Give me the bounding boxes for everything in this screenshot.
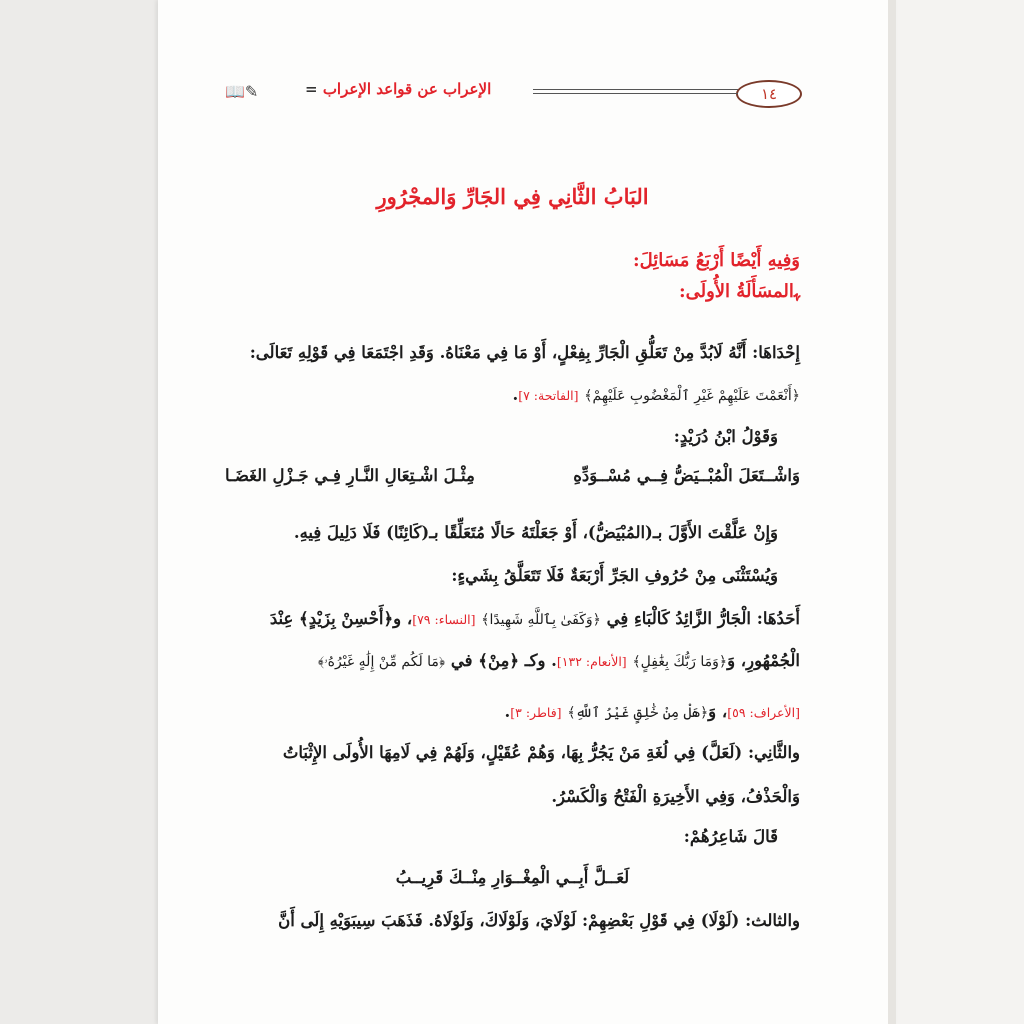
- quran-line: ﴿أَنْعَمْتَ عَلَيْهِمْ غَيْرِ ٱلْمَغْضُوبِ عَلَيْهِمْ﴾ [الفاتحة: ٧].: [512, 385, 800, 404]
- text: ، وَ: [708, 702, 728, 721]
- verse-hemistich-right: وَاشْــتَعَلَ الْمُبْــيَضُّ فِــي مُسْــوَدِّهِ: [573, 466, 800, 485]
- text-line: والثالث: (لَوْلَا) فِي قَوْلِ بَعْضِهِمْ: لَوْلَايَ، وَلَوْلَاكَ، وَلَوْلَاهُ. فَذَهَبَ سِيبَوَيْهِ إِلَى أَنَّ: [278, 911, 800, 930]
- header-rule: [533, 89, 738, 94]
- book-title-text: الإعراب عن قواعد الإعراب: [322, 80, 492, 98]
- quran-ref: [الأنعام: ١٣٢]: [556, 654, 627, 669]
- book-pen-icon: ✎📖: [225, 82, 259, 101]
- poetry-verse: لَعَــلَّ أَبِــي الْمِغْــوَارِ مِنْــكَ قَرِيــبُ: [395, 868, 630, 887]
- text-line: وَيُسْتَثْنَى مِنْ حُرُوفِ الجَرِّ أَرْبَعَةٌ فَلَا تَتَعَلَّقُ بِشَيءٍ:: [451, 566, 778, 585]
- text-line: والثَّانِي: (لَعَلَّ) فِي لُغَةِ مَنْ يَجُرُّ بِهَا، وَهُمْ عُقَيْلٍ، وَلَهُمْ فِي لَامِهَا الأُولَى الإِثْبَاتُ: [282, 743, 800, 762]
- text-line: وَالْحَذْفُ، وَفِي الأَخِيرَةِ الْفَتْحُ وَالْكَسْرُ.: [551, 787, 800, 806]
- quran-ref: [الفاتحة: ٧]: [518, 388, 579, 403]
- poetry-verse: [225, 466, 800, 485]
- running-header: [225, 80, 802, 106]
- quran-quote: ﴿هَلْ مِنْ خَٰلِقٍ غَيْرُ ٱللَّهِ﴾: [567, 705, 709, 721]
- quran-ref: [النساء: ٧٩]: [412, 612, 476, 627]
- verse-hemistich-left: مِثْـلَ اشْـتِعَالِ النَّـارِ فِـي جَـزْلِ الغَضَـا: [225, 466, 475, 485]
- quran-quote: ﴿مَا لَكُم مِّنْ إِلَٰهٍ غَيْرُهُۥ﴾: [317, 654, 446, 670]
- text: ، و﴿أَحْسِنْ بِزَيْدٍ﴾ عِنْدَ: [269, 609, 413, 628]
- quran-ref: [فاطر: ٣]: [510, 705, 562, 720]
- text-line: [225, 609, 800, 628]
- subtitle: وَفِيهِ أَيْضًا أَرْبَعُ مَسَائِلَ:: [632, 250, 800, 271]
- page-number: ١٤: [736, 80, 802, 108]
- issue-marker-icon: ﮩ: [793, 281, 800, 302]
- separator: =: [305, 80, 318, 98]
- issue-title: [225, 281, 800, 302]
- quran-quote: ﴿أَنْعَمْتَ عَلَيْهِمْ غَيْرِ ٱلْمَغْضُوبِ عَلَيْهِمْ﴾: [584, 388, 800, 404]
- quran-quote: ﴿وَكَفَىٰ بِٱللَّهِ شَهِيدًا﴾: [481, 612, 601, 628]
- text: أَحَدُهَا: الْجَارُّ الزَّائِدُ كَالْبَاءِ فِي: [606, 609, 800, 628]
- page-stack-edge: [896, 0, 1024, 1024]
- text-line: وَقَوْلُ ابْنُ دُرَيْدٍ:: [673, 427, 778, 446]
- quran-ref: [الأعراف: ٥٩]: [727, 705, 800, 720]
- text-line: إِحْدَاهَا: أَنَّهُ لَابُدَّ مِنْ تَعَلُّقِ الْجَارِّ بِفِعْلٍ، أَوْ مَا فِي مَعْنَاهُ. وَقَدِ اجْتَمَعَا فِي قَوْلِهِ تَعَالَى:: [249, 343, 800, 362]
- chapter-title: البَابُ الثَّانِي فِي الجَارِّ وَالمجْرُورِ: [376, 184, 649, 209]
- text-line: وَإِنْ عَلَّقْتَ الأَوَّلَ بـ(المُبْيَضُّ)، أَوْ جَعَلْتَهُ حَالًا مُتَعَلِّقًا بـ(كَائِنًا) فَلَا دَلِيلَ فِيهِ.: [293, 523, 778, 542]
- text-line: [225, 651, 800, 670]
- issue-title-text: المسَأَلَةُ الأُولَى:: [678, 281, 794, 302]
- book-title: [305, 80, 491, 98]
- page-gutter: [888, 0, 896, 1024]
- text: . وكـ ﴿مِنْ﴾ في: [450, 651, 557, 670]
- text: الْجُمْهُورِ، وَ: [727, 651, 800, 670]
- text: .: [504, 702, 511, 721]
- text-line: [225, 702, 800, 721]
- text-line: قَالَ شَاعِرُهُمْ:: [683, 827, 778, 846]
- quran-quote: ﴿وَمَا رَبُّكَ بِغَٰفِلٍ﴾: [632, 654, 728, 670]
